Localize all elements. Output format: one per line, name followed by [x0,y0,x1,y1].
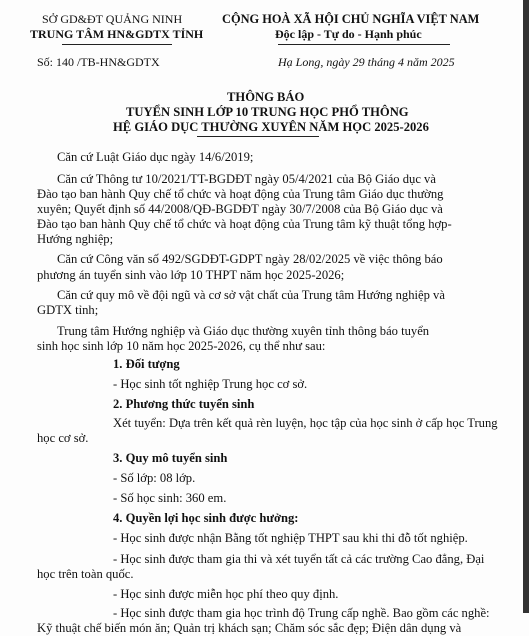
national-motto: Độc lập - Tự do - Hạnh phúc [275,27,422,41]
body-line: GDTX tỉnh; [37,303,99,317]
country-name: CỘNG HOÀ XÃ HỘI CHỦ NGHĨA VIỆT NAM [222,12,480,26]
body-line: sinh học sinh lớp 10 năm học 2025-2026, cụ thể như sau: [37,339,326,353]
body-line: Căn cứ Luật Giáo dục ngày 14/6/2019; [57,150,254,164]
body-line: học trên toàn quốc. [37,567,134,581]
document-type: THÔNG BÁO [227,90,305,104]
body-line: - Học sinh được tham gia thi và xét tuyển tất cả các trường Cao đẳng, Đại [113,552,485,566]
body-line: học cơ sở. [37,431,89,445]
body-line: - Học sinh tốt nghiệp Trung học cơ sở. [113,377,308,391]
title-line-2: HỆ GIÁO DỤC THƯỜNG XUYÊN NĂM HỌC 2025-2026 [113,120,429,134]
body-line: Xét tuyển: Dựa trên kết quả rèn luyện, học tập của học sinh ở cấp học Trung [113,416,498,430]
body-line: - Học sinh được nhận Bằng tốt nghiệp THPT sau khi thi đỗ tốt nghiệp. [113,531,468,545]
body-line: Trung tâm Hướng nghiệp và Giáo dục thường xuyên tỉnh thông báo tuyển [57,324,430,338]
place-date: Hạ Long, ngày 29 tháng 4 năm 2025 [278,55,455,69]
title-underline [197,136,319,137]
section-heading: 1. Đối tượng [113,357,180,371]
body-line: Hướng nghiệp; [37,232,114,246]
title-line-1: TUYỂN SINH LỚP 10 TRUNG HỌC PHỔ THÔNG [126,105,409,119]
body-line: - Số học sinh: 360 em. [113,491,227,505]
body-line: phương án tuyển sinh vào lớp 10 THPT năm học 2025-2026; [37,268,345,282]
body-line: xuyên; Quyết định số 44/2008/QĐ-BGDĐT ngày 30/7/2008 của Bộ Giáo dục và [37,202,443,216]
agency-name: SỞ GD&ĐT QUẢNG NINH [42,12,183,26]
body-line: Căn cứ Thông tư 10/2021/TT-BGDĐT ngày 05/4/2021 của Bộ Giáo dục và [57,172,436,186]
motto-underline [278,44,450,45]
body-line: - Số lớp: 08 lớp. [113,471,196,485]
unit-underline [62,44,172,45]
document-number: Số: 140 /TB-HN&GDTX [37,55,160,69]
body-line: - Học sinh được tham gia học trình độ Trung cấp nghề. Bao gồm các nghề: [113,606,490,620]
section-heading: 3. Quy mô tuyển sinh [113,451,228,465]
body-line: - Học sinh được miễn học phí theo quy định. [113,587,339,601]
scan-edge [523,0,529,613]
body-line: Kỹ thuật chế biến món ăn; Quản trị khách sạn; Chăm sóc sắc đẹp; Điện dân dụng và [37,621,462,635]
body-line: Đào tạo ban hành Quy chế tổ chức và hoạt động của Trung tâm Giáo dục thường [37,187,444,201]
body-line: Căn cứ quy mô về đội ngũ và cơ sở vật chất của Trung tâm Hướng nghiệp và [57,288,445,302]
body-line: Đào tạo ban hành Quy chế tổ chức và hoạt động của Trung tâm kỹ thuật tổng hợp- [37,217,452,231]
unit-name: TRUNG TÂM HN&GDTX TỈNH [30,27,204,41]
section-heading: 4. Quyền lợi học sinh được hưởng: [113,511,299,525]
body-line: Căn cứ Công văn số 492/SGDĐT-GDPT ngày 28/02/2025 về việc thông báo [57,252,443,266]
section-heading: 2. Phương thức tuyển sinh [113,397,255,411]
